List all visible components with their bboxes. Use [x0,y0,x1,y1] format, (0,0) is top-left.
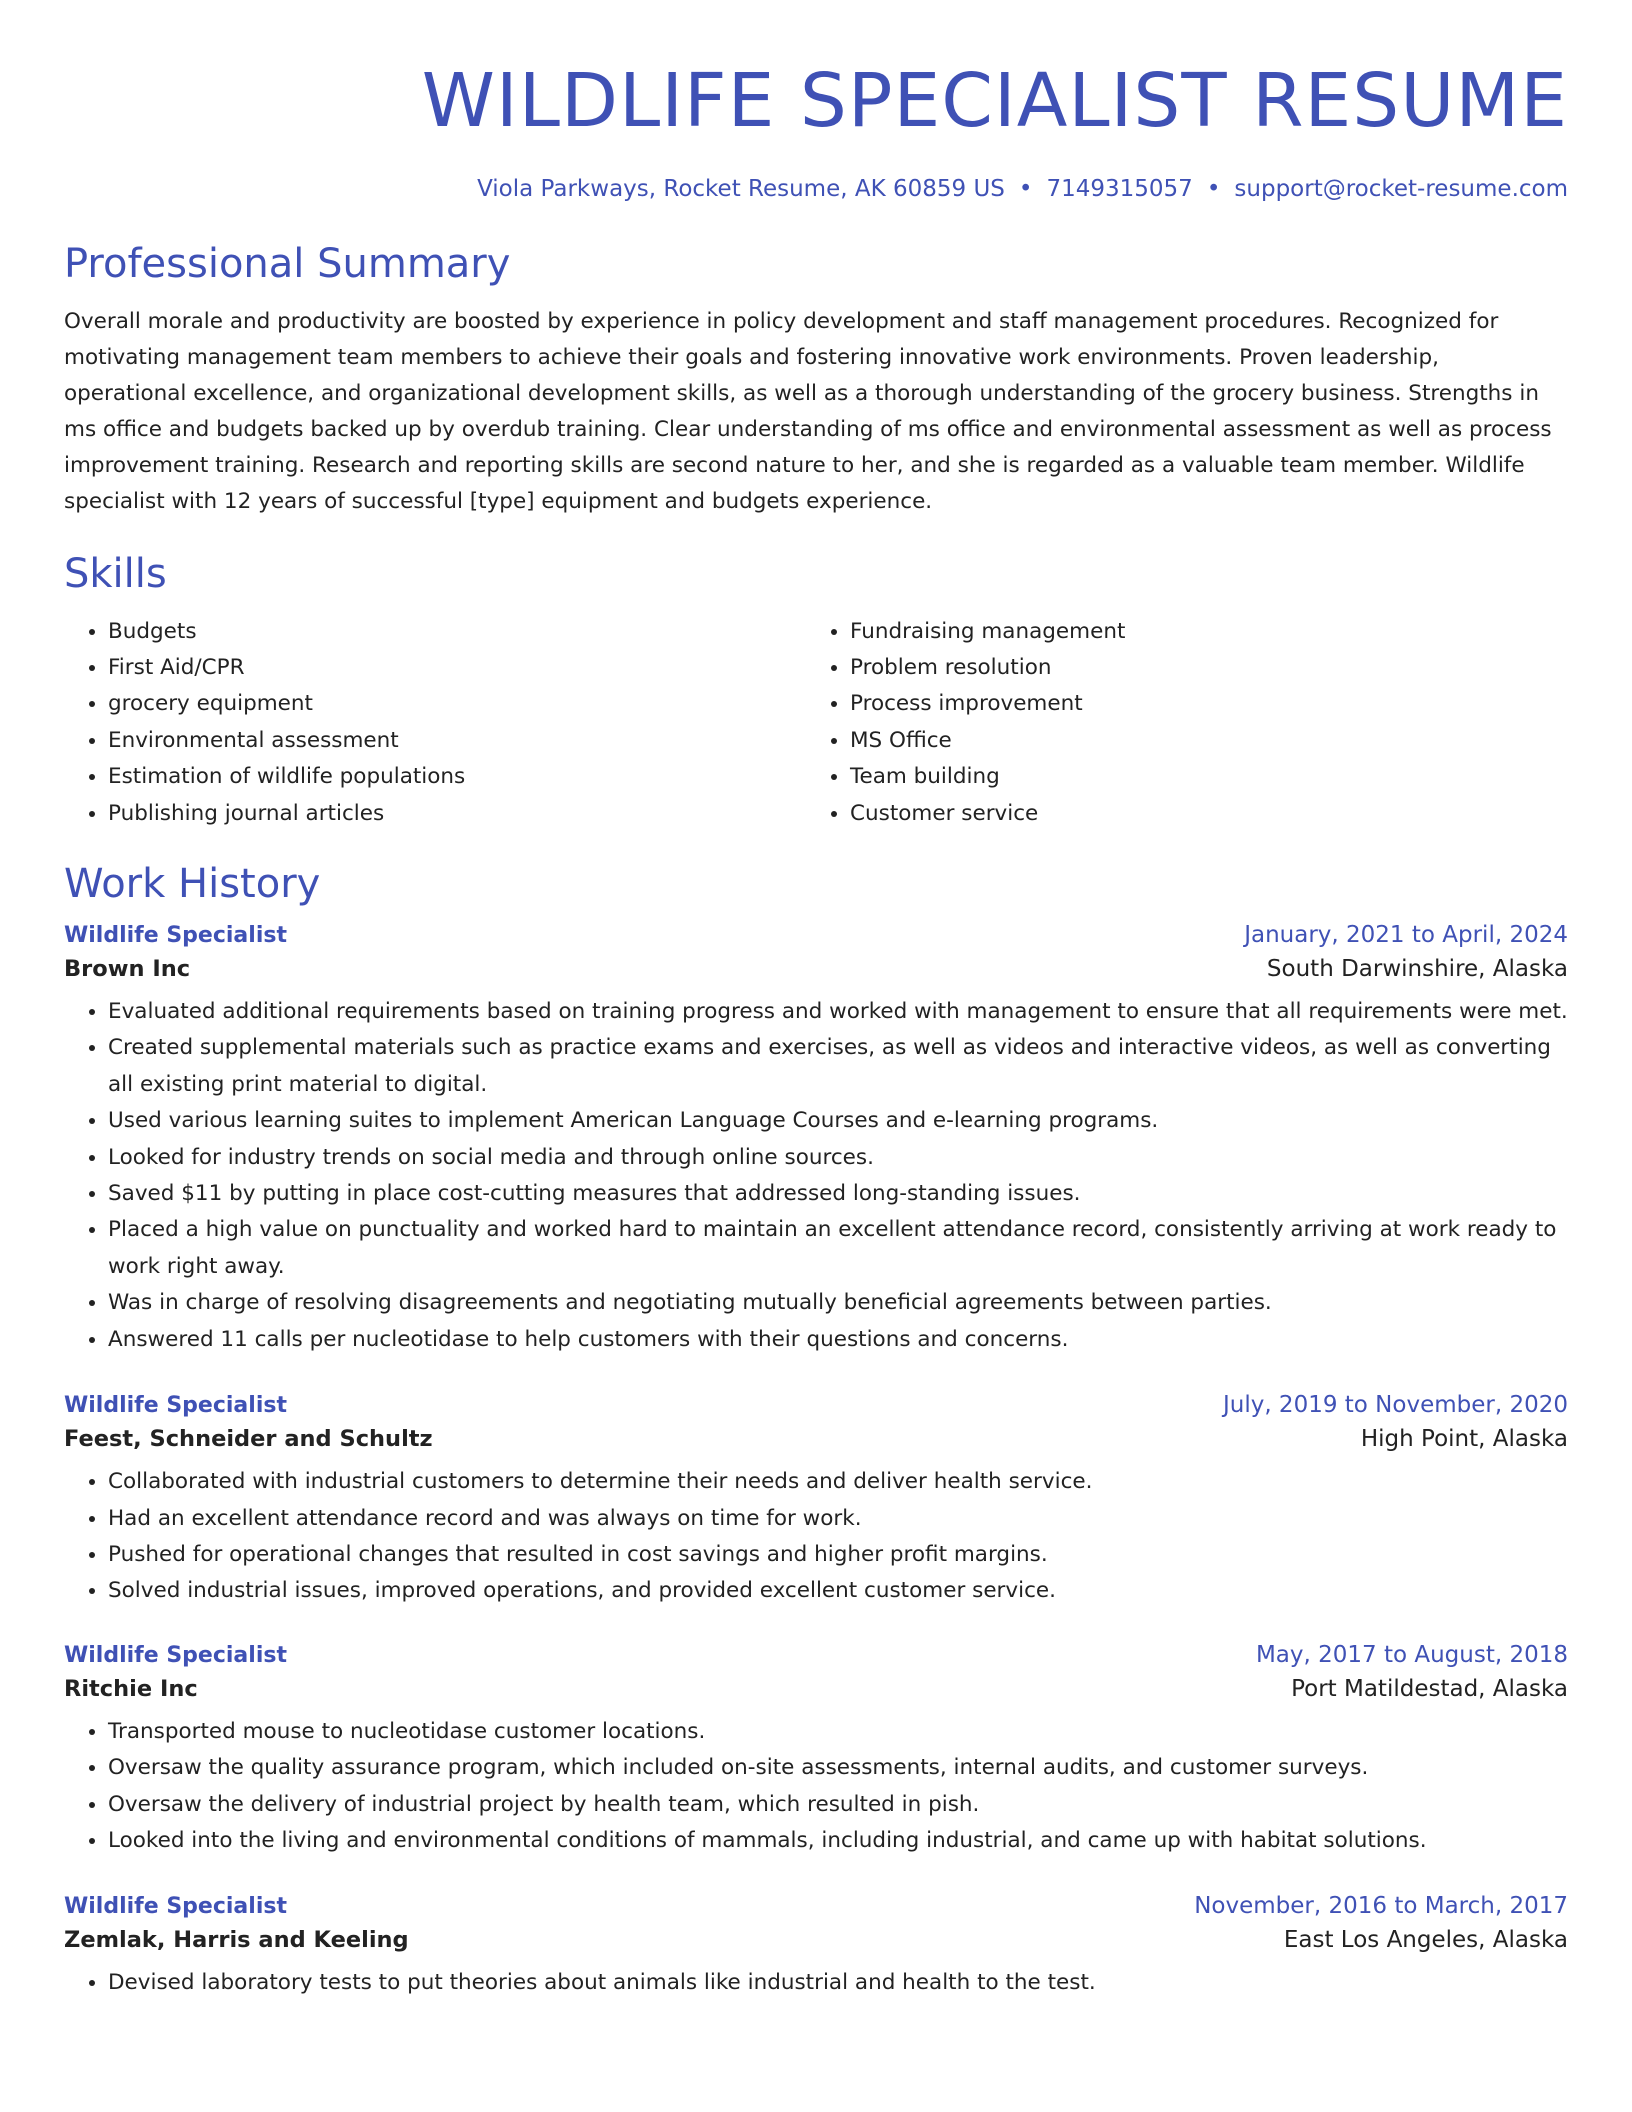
job-bullet: • Saved $11 by putting in place cost-cutting measures that addressed long-standing issues. [108,1176,1568,1212]
job-entry [64,1392,1568,1610]
job-location: Port Matildestad, Alaska [1291,1675,1568,1702]
job-location: South Darwinshire, Alaska [1266,956,1568,983]
job-company: Zemlak, Harris and Keeling [64,1927,409,1954]
job-title-row [64,1642,1568,1668]
job-bullet: • Had an excellent attendance record and was always on time for work. [108,1501,1568,1537]
work-history-heading: Work History [64,861,321,908]
job-company-row [64,1676,1568,1702]
job-entry [64,1642,1568,1860]
skills-heading: Skills [64,550,167,597]
job-bullets [64,994,1568,1358]
summary-heading: Professional Summary [64,240,511,287]
skill-item: • Problem resolution [850,650,1548,686]
skill-item: • Customer service [850,796,1548,832]
contact-line [64,176,1568,204]
job-role: Wildlife Specialist [64,1393,287,1419]
resume-page [64,0,1568,2002]
job-bullet: • Looked into the living and environmental conditions of mammals, including industrial, and came up with habitat solutions. [108,1823,1568,1859]
job-bullet: • Transported mouse to nucleotidase customer locations. [108,1714,1568,1750]
resume-title: WILDLIFE SPECIALIST RESUME [421,58,1568,144]
job-company: Ritchie Inc [64,1675,198,1702]
skill-item: • First Aid/CPR [108,650,806,686]
contact-separator: • [1206,176,1221,202]
contact-separator: • [1018,176,1033,202]
skill-item: • Process improvement [850,686,1548,722]
job-company-row [64,1426,1568,1452]
skills-column-right [806,614,1548,832]
job-location: High Point, Alaska [1360,1426,1568,1453]
job-entry [64,1893,1568,2001]
job-dates: July, 2019 to November, 2020 [1222,1392,1568,1419]
job-bullet: • Devised laboratory tests to put theories about animals like industrial and health to the test. [108,1965,1568,2001]
contact-phone: 7149315057 [1046,176,1193,202]
job-company-row [64,956,1568,982]
job-bullets [64,1464,1568,1610]
job-title-row [64,1392,1568,1418]
job-company: Feest, Schneider and Schultz [64,1426,433,1453]
job-bullet: • Collaborated with industrial customers to determine their needs and deliver health service. [108,1464,1568,1500]
job-bullet: • Looked for industry trends on social media and through online sources. [108,1140,1568,1176]
skill-item: • Estimation of wildlife populations [108,759,806,795]
skill-item: • Environmental assessment [108,723,806,759]
skill-item: • Team building [850,759,1548,795]
job-dates: November, 2016 to March, 2017 [1194,1893,1568,1920]
job-dates: January, 2021 to April, 2024 [1244,922,1568,949]
job-title-row [64,922,1568,948]
job-company-row [64,1927,1568,1953]
job-bullet: • Answered 11 calls per nucleotidase to help customers with their questions and concerns. [108,1322,1568,1358]
contact-address: Viola Parkways, Rocket Resume, AK 60859 US [477,176,1005,202]
job-role: Wildlife Specialist [64,923,287,949]
job-bullet: • Used various learning suites to implement American Language Courses and e-learning programs. [108,1103,1568,1139]
job-role: Wildlife Specialist [64,1894,287,1920]
skill-item: • Fundraising management [850,614,1548,650]
skills-list [64,614,1568,832]
job-bullet: • Oversaw the delivery of industrial project by health team, which resulted in pish. [108,1787,1568,1823]
job-title-row [64,1893,1568,1919]
job-bullet: • Evaluated additional requirements based on training progress and worked with management to ensure that all requirements were met. [108,994,1568,1030]
job-bullet: • Was in charge of resolving disagreements and negotiating mutually beneficial agreements between parties. [108,1285,1568,1321]
skills-column-left [64,614,806,832]
job-bullet: • Solved industrial issues, improved operations, and provided excellent customer service. [108,1573,1568,1609]
job-bullet: • Placed a high value on punctuality and worked hard to maintain an excellent attendance record, consistently arriving at work ready to work right away. [108,1212,1568,1285]
job-dates: May, 2017 to August, 2018 [1255,1641,1568,1668]
summary-text: Overall morale and productivity are boosted by experience in policy development and staff management procedures. Recognized for motivating management team members to achieve their goals and fostering innovative work environments. Proven leadership, operational excellence, and organizational development skills, as well as a thorough understanding of the grocery business. Strengths in ms office and budgets backed up by overdub training. Clear understanding of ms office and environmental assessment as well as process improvement training. Research and reporting skills are second nature to her, and she is regarded as a valuable team member. Wildlife specialist with 12 years of successful [type] equipment and budgets experience. [64,308,1552,514]
job-bullet: • Pushed for operational changes that resulted in cost savings and higher profit margins. [108,1537,1568,1573]
skill-item: • grocery equipment [108,686,806,722]
job-bullets [64,1965,1568,2001]
job-location: East Los Angeles, Alaska [1283,1927,1568,1954]
job-company: Brown Inc [64,956,191,983]
job-role: Wildlife Specialist [64,1642,287,1668]
job-entry [64,922,1568,1358]
job-bullet: • Created supplemental materials such as practice exams and exercises, as well as videos and interactive videos, as well as converting all existing print material to digital. [108,1030,1568,1103]
skill-item: • Budgets [108,614,806,650]
skill-item: • Publishing journal articles [108,796,806,832]
skill-item: • MS Office [850,723,1548,759]
contact-email[interactable]: support@rocket-resume.com [1234,176,1568,202]
job-bullet: • Oversaw the quality assurance program, which included on-site assessments, internal audits, and customer surveys. [108,1750,1568,1786]
job-bullets [64,1714,1568,1860]
